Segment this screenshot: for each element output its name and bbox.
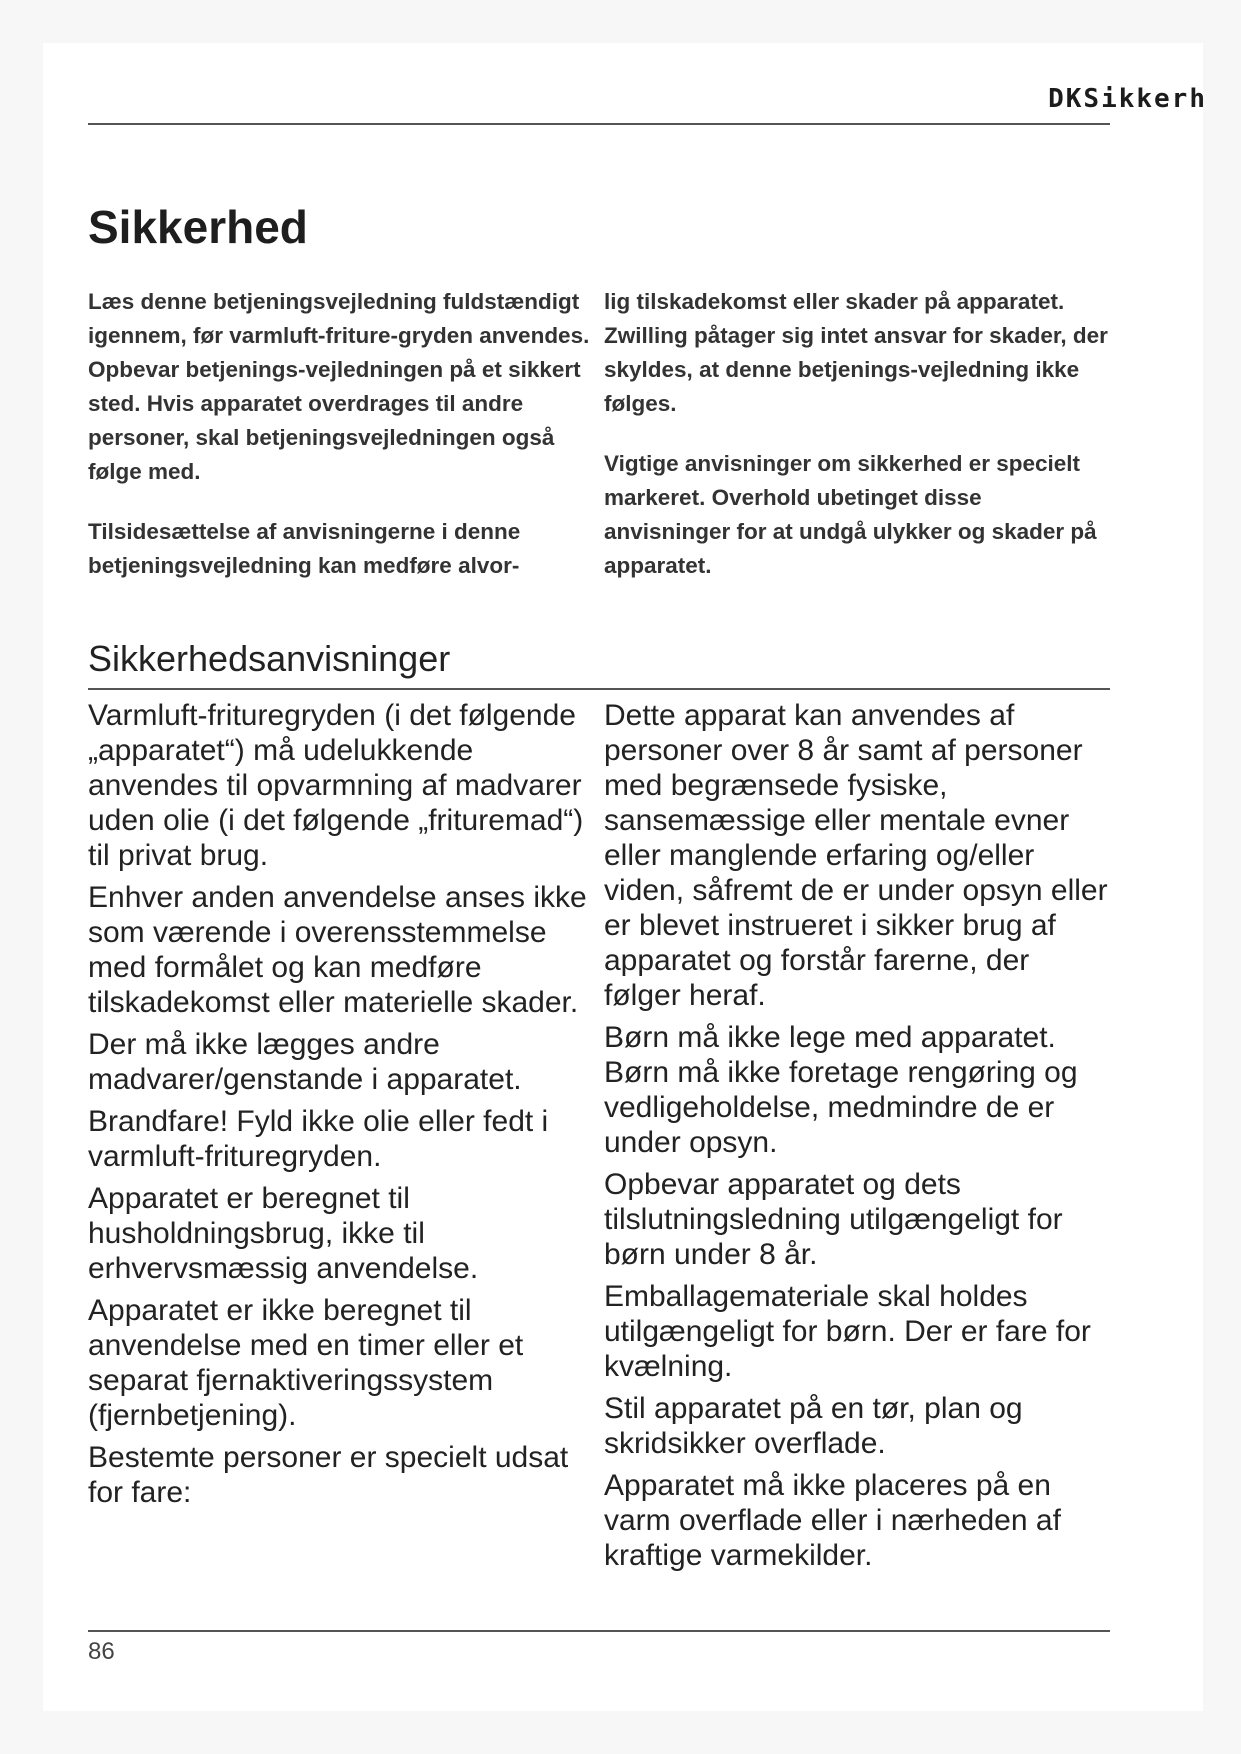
intro-paragraph: Vigtige anvisninger om sikkerhed er specielt markeret. Overhold ubetinget disse anvisninger for at undgå ulykker og skader på apparatet. — [604, 451, 1097, 578]
intro-paragraph: Tilsidesættelse af anvisningerne i denne betjeningsvejledning kan medføre alvor- — [88, 519, 521, 578]
safety-paragraph: Enhver anden anvendelse anses ikke som værende i overensstemmelse med formålet og kan medføre tilskadekomst eller materielle skader. — [88, 881, 587, 1019]
intro-column-right — [604, 285, 1109, 609]
section-title: Sikkerhedsanvisninger — [88, 638, 451, 679]
page-number: 86 — [88, 1638, 115, 1665]
safety-paragraph: Dette apparat kan anvendes af personer over 8 år samt af personer med begrænsede fysiske, sansemæssige eller mentale evner eller manglende erfaring og/eller viden, såfremt de er under opsyn eller er blevet instrueret i sikker brug af apparatet og forstår farerne, der følger heraf. — [604, 699, 1108, 1012]
safety-paragraph: Apparatet må ikke placeres på en varm overflade eller i nærheden af kraftige varmekilder. — [604, 1469, 1061, 1572]
body-column-left — [88, 698, 593, 1517]
body-column-right — [604, 698, 1109, 1580]
safety-paragraph: Varmluft-frituregryden (i det følgende „apparatet“) må udelukkende anvendes til opvarmning af madvarer uden olie (i det følgende „frituremad“) til privat brug. — [88, 699, 584, 872]
page-title: Sikkerhed — [88, 201, 308, 253]
intro-paragraph: lig tilskadekomst eller skader på apparatet. Zwilling påtager sig intet ansvar for skader, der skyldes, at denne betjenings-vejledning ikke følges. — [604, 289, 1108, 416]
safety-paragraph: Emballagemateriale skal holdes utilgængeligt for børn. Der er fare for kvælning. — [604, 1280, 1091, 1383]
safety-paragraph: Stil apparatet på en tør, plan og skridsikker overflade. — [604, 1392, 1023, 1460]
running-header: DKSikkerh — [1048, 84, 1207, 114]
intro-paragraph: Læs denne betjeningsvejledning fuldstændigt igennem, før varmluft-friture-gryden anvendes. Opbevar betjenings-vejledningen på et sikkert sted. Hvis apparatet overdrages til andre personer, skal betjeningsvejledningen også følge med. — [88, 289, 590, 484]
section-rule — [88, 688, 1110, 690]
safety-paragraph: Bestemte personer er specielt udsat for fare: — [88, 1441, 569, 1509]
safety-paragraph: Opbevar apparatet og dets tilslutningsledning utilgængeligt for børn under 8 år. — [604, 1168, 1063, 1271]
safety-paragraph: Børn må ikke lege med apparatet. Børn må ikke foretage rengøring og vedligeholdelse, medmindre de er under opsyn. — [604, 1021, 1078, 1159]
safety-paragraph: Der må ikke lægges andre madvarer/genstande i apparatet. — [88, 1028, 522, 1096]
intro-column-left — [88, 285, 593, 609]
safety-paragraph: Apparatet er ikke beregnet til anvendelse med en timer eller et separat fjernaktiveringssystem (fjernbetjening). — [88, 1294, 524, 1432]
safety-paragraph: Brandfare! Fyld ikke olie eller fedt i varmluft-frituregryden. — [88, 1105, 549, 1173]
safety-paragraph: Apparatet er beregnet til husholdningsbrug, ikke til erhvervsmæssig anvendelse. — [88, 1182, 479, 1285]
footer-rule — [88, 1630, 1110, 1632]
header-rule — [88, 123, 1110, 125]
